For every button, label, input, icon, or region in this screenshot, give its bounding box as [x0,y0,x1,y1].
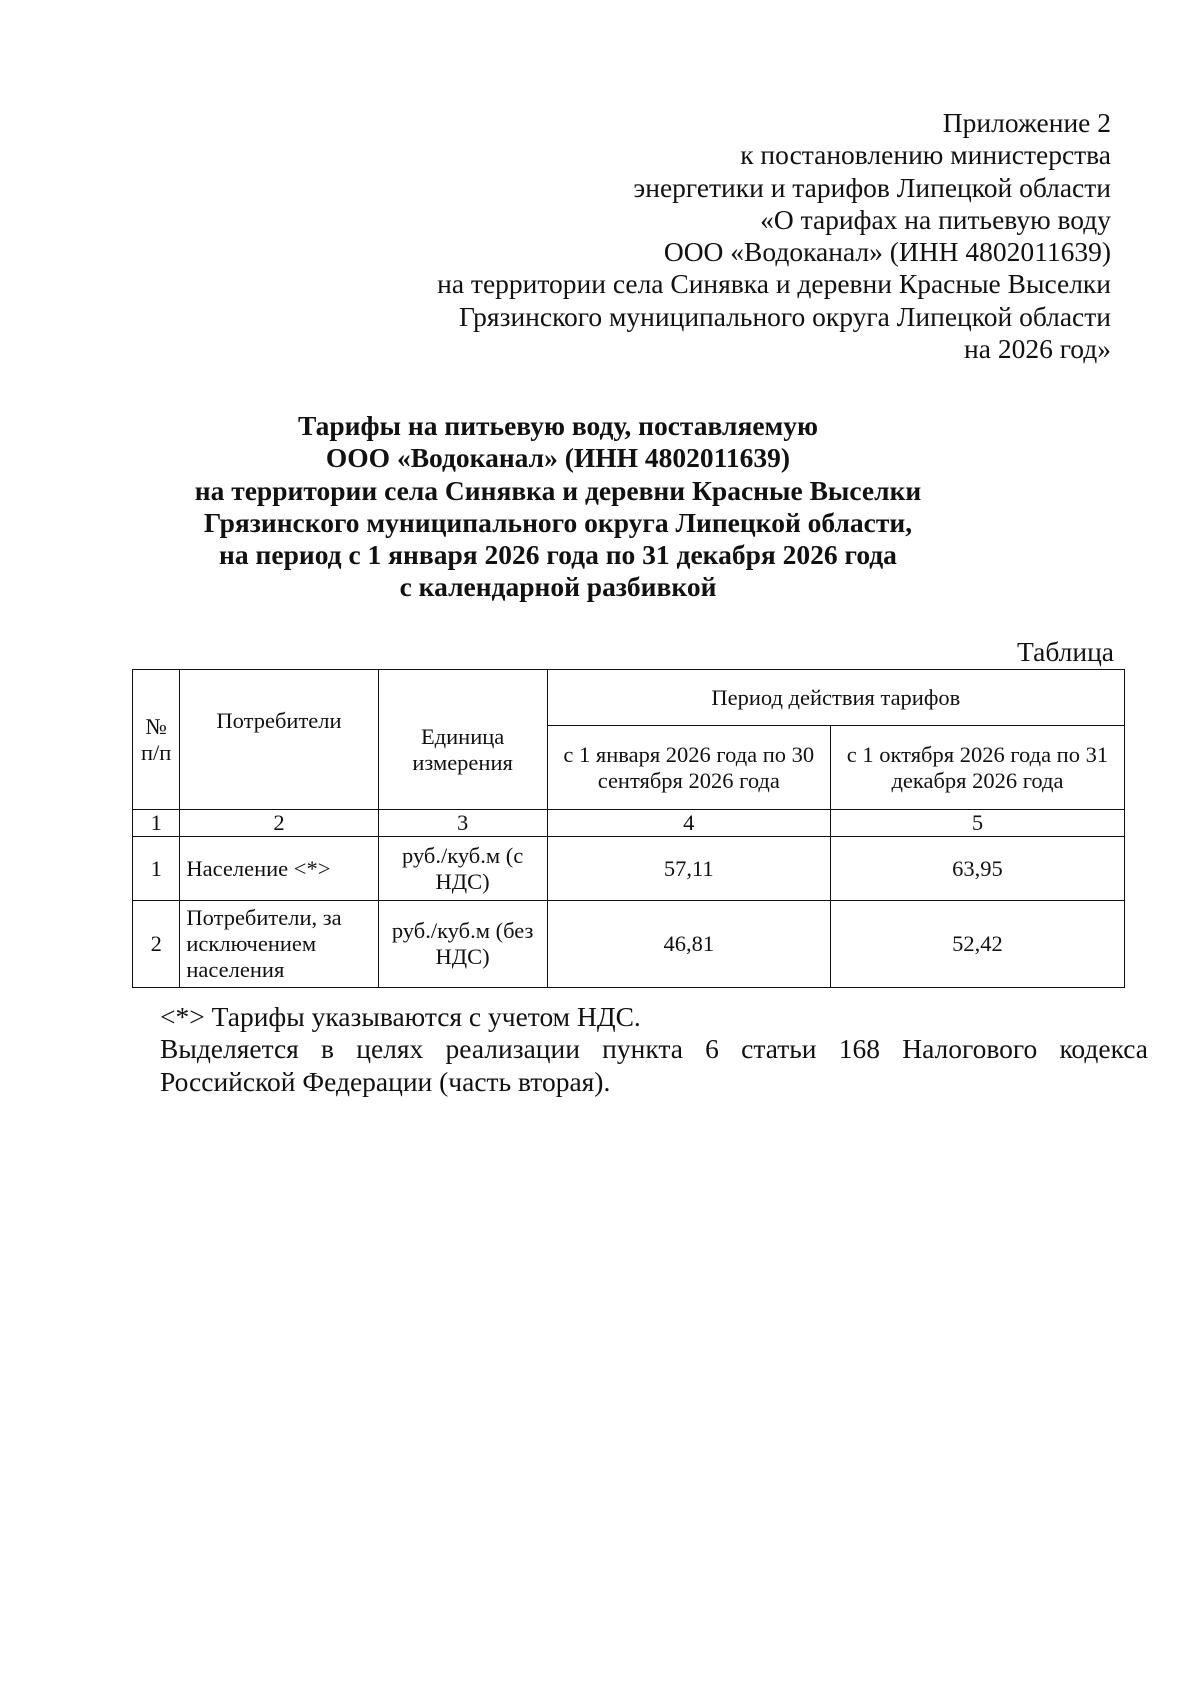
title-line: ООО «Водоканал» (ИНН 4802011639) [325,442,791,474]
header-consumers: Потребители [180,670,378,810]
tariff-table [132,669,1125,988]
row-number: 1 [133,837,180,901]
table-row [133,901,1125,988]
appendix-line: на территории села Синявка и деревни Красные Выселки [437,268,1111,300]
appendix-header [351,107,1111,365]
appendix-line: ООО «Водоканал» (ИНН 4802011639) [663,236,1111,268]
appendix-line: энергетики и тарифов Липецкой области [633,171,1111,203]
header-unit: Единица измерения [378,670,547,810]
row-tariff-period-1: 46,81 [547,901,830,988]
appendix-line: к постановлению министерства [740,139,1111,171]
table-row [133,837,1125,901]
title-line: Грязинского муниципального округа Липецкой области, [203,506,913,538]
appendix-line: на 2026 год» [964,333,1111,365]
header-period-2: с 1 октября 2026 года по 31 декабря 2026 года [830,726,1124,810]
row-unit: руб./куб.м (с НДС) [378,837,547,901]
column-number: 4 [547,810,830,837]
row-tariff-period-1: 57,11 [547,837,830,901]
column-number: 5 [830,810,1124,837]
vat-note-line: Российской Федерации (часть вторая). [160,1065,611,1097]
header-period-1: с 1 января 2026 года по 30 сентября 2026 года [547,726,830,810]
title-line: на территории села Синявка и деревни Красные Выселки [194,474,922,506]
column-number: 3 [378,810,547,837]
column-number-row [133,810,1125,837]
row-tariff-period-2: 63,95 [830,837,1124,901]
title-line: Тарифы на питьевую воду, поставляемую [297,410,819,441]
appendix-line: Приложение 2 [942,107,1111,138]
row-consumer: Потребители, за исключением населения [180,901,378,988]
document-title [0,410,1116,604]
table-header-row [133,670,1125,726]
row-tariff-period-2: 52,42 [830,901,1124,988]
header-period-group: Период действия тарифов [547,670,1124,726]
title-line: с календарной разбивкой [399,571,717,603]
table-caption: Таблица [1017,636,1114,667]
column-number: 2 [180,810,378,837]
title-line: на период с 1 января 2026 года по 31 декабря 2026 года [219,539,897,571]
row-number: 2 [133,901,180,988]
appendix-line: «О тарифах на питьевую воду [760,203,1111,235]
column-number: 1 [133,810,180,837]
footnote: <*> Тарифы указываются с учетом НДС. [160,1001,641,1032]
appendix-line: Грязинского муниципального округа Липецкой области [459,300,1111,332]
row-unit: руб./куб.м (без НДС) [378,901,547,988]
row-consumer: Население <*> [180,837,378,901]
notes [160,1001,1148,1098]
vat-note-line: Выделяется в целях реализации пункта 6 статьи 168 Налогового кодекса [160,1033,1148,1065]
header-number: № п/п [133,670,180,810]
